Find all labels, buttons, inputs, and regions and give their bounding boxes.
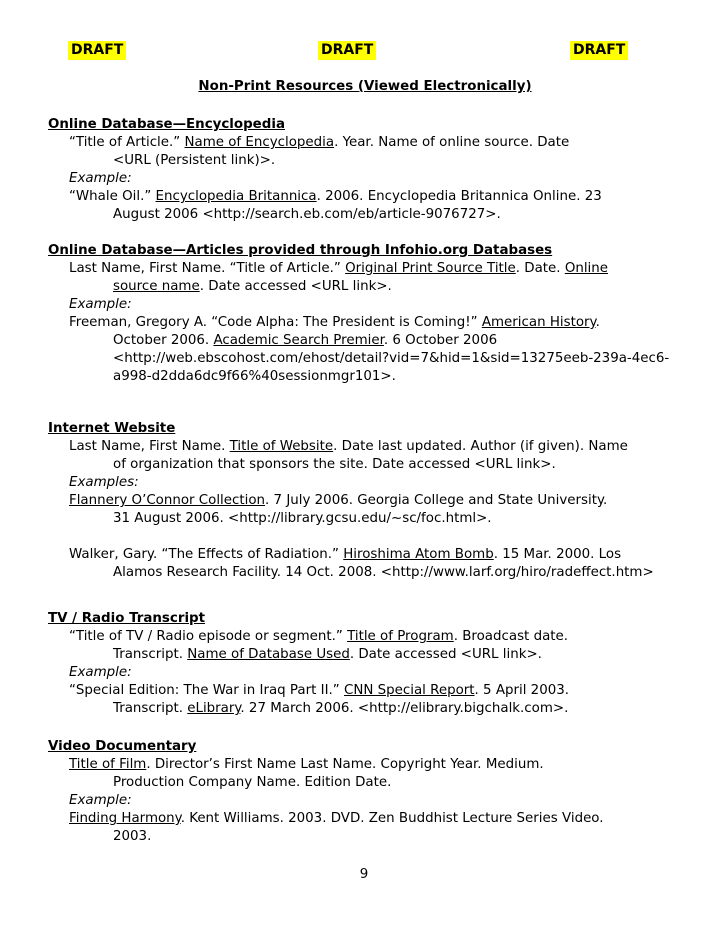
example-text: . 27 March 2006. <http://elibrary.bigchalk.com>. — [240, 701, 569, 716]
example-text: October 2006. — [113, 333, 214, 348]
example-label: Example: — [69, 793, 132, 808]
example-text: Walker, Gary. “The Effects of Radiation.” — [69, 547, 344, 562]
example-entry — [48, 682, 720, 718]
format-entry — [48, 438, 720, 474]
example-label: Example: — [69, 665, 132, 680]
section-heading: TV / Radio Transcript — [48, 611, 206, 626]
format-entry — [48, 134, 720, 170]
format-text: . Year. Name of online source. Date — [334, 135, 570, 150]
example-entry — [48, 492, 720, 528]
section-heading: Video Documentary — [48, 739, 197, 754]
underlined-title: Original Print Source Title — [345, 261, 516, 276]
underlined-title: source name — [113, 279, 200, 294]
section-video — [48, 738, 720, 846]
example-text: . 2006. Encyclopedia Britannica Online. 23 — [316, 189, 602, 204]
format-entry — [48, 260, 720, 296]
example-text: Transcript. — [113, 701, 188, 716]
underlined-title: Title of Website — [229, 439, 334, 454]
underlined-title: CNN Special Report — [343, 683, 475, 698]
example-entry — [48, 314, 720, 386]
format-text: Production Company Name. Edition Date. — [113, 775, 392, 790]
example-entry — [48, 188, 720, 224]
example-text: Freeman, Gregory A. “Code Alpha: The President is Coming!” — [69, 315, 482, 330]
underlined-title: Name of Database Used — [187, 647, 350, 662]
section-heading: Online Database—Encyclopedia — [48, 117, 285, 132]
section-heading: Internet Website — [48, 421, 176, 436]
draft-label-right: DRAFT — [570, 41, 628, 60]
format-text: . Director’s First Name Last Name. Copyright Year. Medium. — [146, 757, 544, 772]
section-website — [48, 420, 720, 582]
page-number: 9 — [359, 867, 369, 882]
example-label: Example: — [69, 171, 132, 186]
example-text: . 6 October 2006 — [383, 333, 498, 348]
format-entry — [48, 628, 720, 664]
example-text: “Whale Oil.” — [69, 189, 156, 204]
example-label: Example: — [69, 297, 132, 312]
example-text: . 5 April 2003. — [474, 683, 570, 698]
format-text: “Title of Article.” — [69, 135, 185, 150]
example-text: . — [595, 315, 600, 330]
example-entry — [48, 546, 720, 582]
underlined-title: Academic Search Premier — [213, 333, 384, 348]
example-text: . Kent Williams. 2003. DVD. Zen Buddhist Lecture Series Video. — [180, 811, 604, 826]
example-text: a998-d2dda6dc9f66%40sessionmgr101>. — [113, 369, 396, 384]
format-text: Last Name, First Name. “Title of Article.” — [69, 261, 346, 276]
format-text: . Broadcast date. — [453, 629, 569, 644]
underlined-title: Hiroshima Atom Bomb — [343, 547, 494, 562]
format-text: . Date accessed <URL link>. — [349, 647, 542, 662]
underlined-title: Name of Encyclopedia — [184, 135, 335, 150]
example-text: . 15 Mar. 2000. Los — [493, 547, 622, 562]
section-articles — [48, 242, 720, 386]
format-text: . Date accessed <URL link>. — [199, 279, 392, 294]
example-text: Alamos Research Facility. 14 Oct. 2008. <http://www.larf.org/hiro/radeffect.htm> — [113, 565, 654, 580]
underlined-title: Finding Harmony — [69, 811, 181, 826]
format-text: . Date last updated. Author (if given). Name — [333, 439, 628, 454]
section-heading: Online Database—Articles provided through Infohio.org Databases — [48, 243, 553, 258]
example-text: . 7 July 2006. Georgia College and State University. — [265, 493, 608, 508]
format-text: . Date. — [515, 261, 565, 276]
underlined-title: Title of Program — [347, 629, 454, 644]
example-text: 2003. — [113, 829, 152, 844]
underlined-title: Title of Film — [69, 757, 147, 772]
underlined-title: Online — [564, 261, 609, 276]
example-entry — [48, 810, 720, 846]
draft-label-left: DRAFT — [68, 41, 126, 60]
example-text: 31 August 2006. <http://library.gcsu.edu/~sc/foc.html>. — [113, 511, 492, 526]
format-entry — [48, 756, 720, 792]
underlined-title: Flannery O’Connor Collection — [69, 493, 266, 508]
example-text: August 2006 <http://search.eb.com/eb/article-9076727>. — [113, 207, 501, 222]
format-text: Transcript. — [113, 647, 188, 662]
example-text: “Special Edition: The War in Iraq Part II.” — [69, 683, 344, 698]
draft-label-center: DRAFT — [318, 41, 376, 60]
section-encyclopedia — [48, 116, 720, 224]
underlined-title: American History — [481, 315, 596, 330]
example-text: <http://web.ebscohost.com/ehost/detail?vid=7&hid=1&sid=13275eeb-239a-4ec6- — [113, 351, 670, 366]
example-label: Examples: — [69, 475, 139, 490]
format-text: of organization that sponsors the site. Date accessed <URL link>. — [113, 457, 556, 472]
page-title: Non-Print Resources (Viewed Electronically) — [198, 79, 532, 94]
format-text: “Title of TV / Radio episode or segment.” — [69, 629, 348, 644]
format-text: <URL (Persistent link)>. — [113, 153, 276, 168]
underlined-title: Encyclopedia Britannica — [155, 189, 317, 204]
format-text: Last Name, First Name. — [69, 439, 230, 454]
section-tv-radio — [48, 610, 720, 718]
underlined-title: eLibrary — [187, 701, 241, 716]
